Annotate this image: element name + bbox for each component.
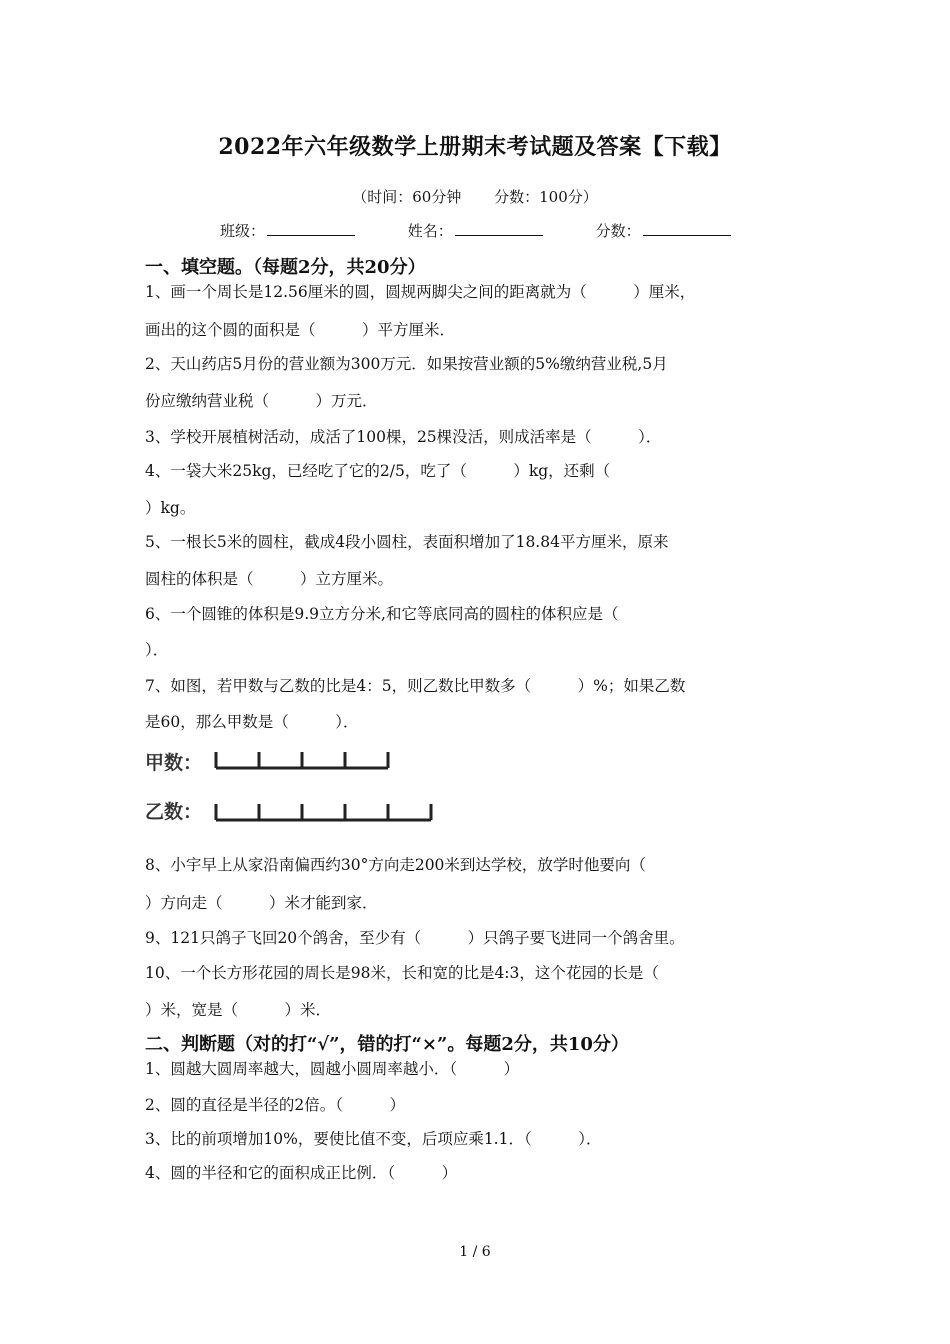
segment-bar-b <box>210 800 450 824</box>
class-blank[interactable] <box>267 221 355 236</box>
s1-line: ）方向走（ ）米才能到家． <box>145 894 378 912</box>
s2-line: 3、比的前项增加10%，要使比值不变，后项应乘1.1．（ ）． <box>145 1130 602 1148</box>
s1-line: 5、一根长5米的圆柱，截成4段小圆柱，表面积增加了18.84平方厘米，原来 <box>145 533 669 551</box>
s1-line: 圆柱的体积是（ ）立方厘米。 <box>145 570 394 588</box>
score-info: 分数：100分） <box>494 188 598 206</box>
name-blank[interactable] <box>455 221 543 236</box>
s2-line: 2、圆的直径是半径的2倍。（ ） <box>145 1096 405 1114</box>
name-field[interactable]: 姓名： <box>408 220 543 241</box>
s2-line: 1、圆越大圆周率越大，圆越小圆周率越小．（ ） <box>145 1060 520 1078</box>
exam-meta <box>0 186 950 207</box>
s1-line: 8、小宇早上从家沿南偏西约30°方向走200米到达学校，放学时他要向（ <box>145 856 646 874</box>
s1-line: 画出的这个圆的面积是（ ）平方厘米． <box>145 321 456 339</box>
diagram-label-b: 乙数： <box>145 801 203 823</box>
time-info: （时间：60分钟 <box>352 188 462 206</box>
diagram-label-a: 甲数： <box>145 752 203 774</box>
class-field[interactable]: 班级： <box>220 220 355 241</box>
s1-line: 1、画一个周长是12.56厘米的圆，圆规两脚尖之间的距离就为（ ）厘米， <box>145 283 696 301</box>
page-title: 2022年六年级数学上册期末考试题及答案【下载】 <box>218 134 732 160</box>
s1-line: 7、如图，若甲数与乙数的比是4：5，则乙数比甲数多（ ）%；如果乙数 <box>145 677 686 695</box>
s1-line: ）． <box>145 641 169 659</box>
s1-line: 2、天山药店5月份的营业额为300万元．如果按营业额的5%缴纳营业税,5月 <box>145 355 668 373</box>
section2-heading: 二、判断题（对的打“√”，错的打“×”。每题2分，共10分） <box>145 1034 629 1055</box>
s1-line: 3、学校开展植树活动，成活了100棵，25棵没活，则成活率是（ ）． <box>145 428 662 446</box>
s1-line: ）米，宽是（ ）米． <box>145 1001 332 1019</box>
s1-line: 4、一袋大米25kg，已经吃了它的2/5，吃了（ ）kg，还剩（ <box>145 462 611 480</box>
score-blank[interactable] <box>643 221 731 236</box>
s2-line: 4、圆的半径和它的面积成正比例．（ ） <box>145 1164 458 1182</box>
s1-line: 6、一个圆锥的体积是9.9立方分米,和它等底同高的圆柱的体积应是（ <box>145 605 619 623</box>
s1-line: 是60，那么甲数是（ ）． <box>145 713 359 731</box>
s1-line: 9、121只鸽子飞回20个鸽舍，至少有（ ）只鸽子要飞进同一个鸽舍里。 <box>145 929 685 947</box>
score-field[interactable]: 分数： <box>596 220 731 241</box>
section1-heading: 一、填空题。（每题2分，共20分） <box>145 257 426 278</box>
student-info <box>220 220 779 241</box>
page-number: 1 / 6 <box>459 1244 491 1260</box>
segment-bar-a <box>210 748 410 772</box>
s1-line: 份应缴纳营业税（ ）万元． <box>145 392 378 410</box>
s1-line: 10、一个长方形花园的周长是98米，长和宽的比是4:3，这个花园的长是（ <box>145 964 659 982</box>
s1-line: ）kg。 <box>145 499 196 517</box>
